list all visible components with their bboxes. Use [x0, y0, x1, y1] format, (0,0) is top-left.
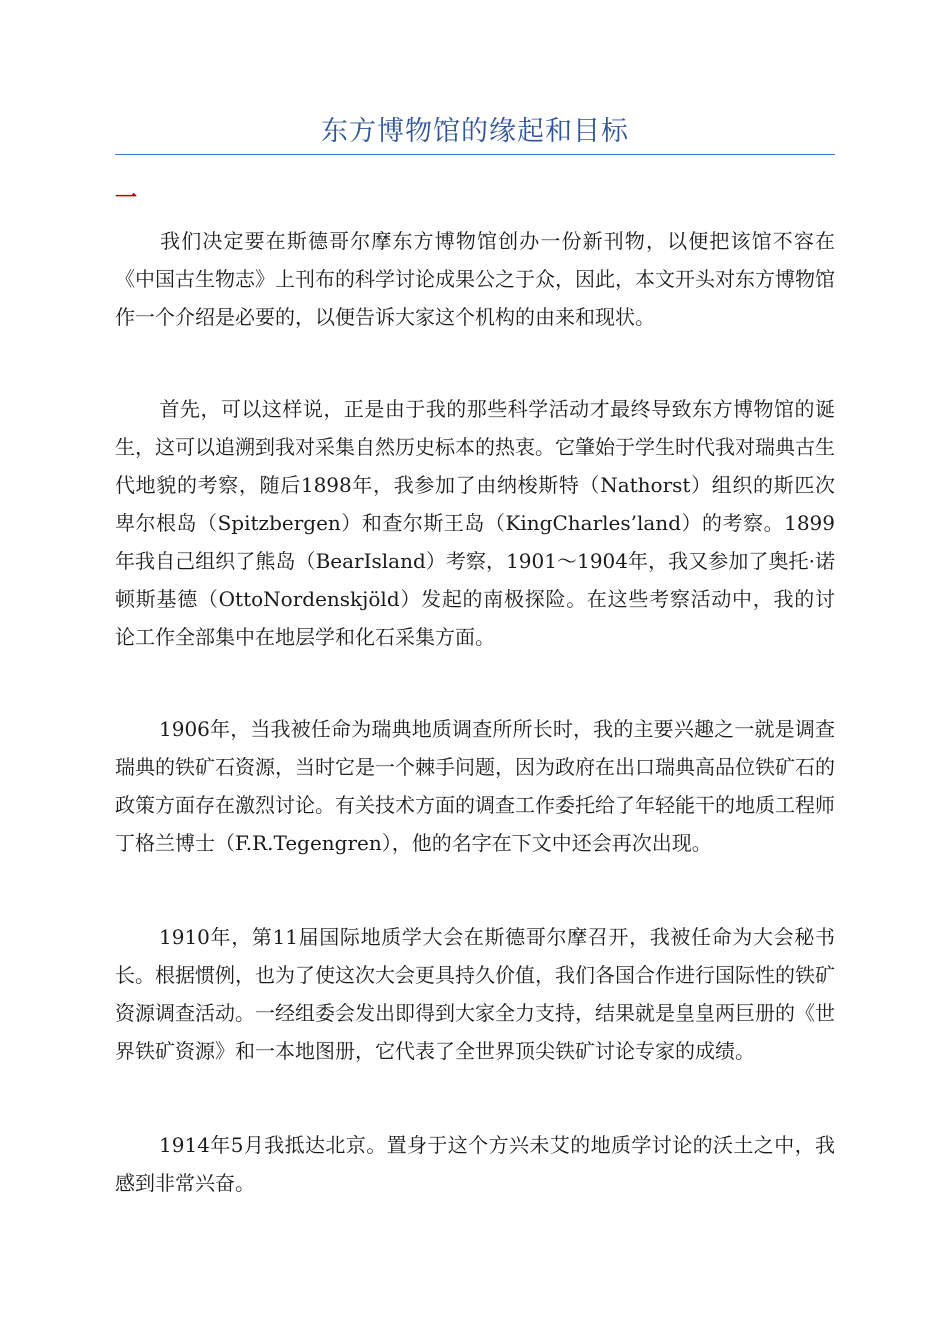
title-underline-rule — [115, 154, 835, 155]
section-number-marker: 一 — [115, 186, 138, 211]
paragraph-text: 1906年，当我被任命为瑞典地质调查所所长时，我的主要兴趣之一就是调查瑞典的铁矿石资源，当时它是一个棘手问题，因为政府在出口瑞典高品位铁矿石的政策方面存在激烈讨论。有关技术方面的调查工作委托给了年轻能干的地质工程师丁格兰博士（F.R.Tegengren），他的名字在下文中还会再次出现。 — [115, 717, 835, 855]
paragraph-arrival-beijing — [115, 1126, 835, 1202]
paragraph-geological-congress — [115, 918, 835, 1070]
document-title: 东方博物馆的缘起和目标 — [321, 116, 629, 147]
paragraph-early-expeditions — [115, 390, 835, 656]
paragraph-text: 1914年5月我抵达北京。置身于这个方兴未艾的地质学讨论的沃土之中，我感到非常兴奋。 — [115, 1133, 835, 1195]
paragraph-text: 我们决定要在斯德哥尔摩东方博物馆创办一份新刊物，以便把该馆不容在《中国古生物志》上刊布的科学讨论成果公之于众，因此，本文开头对东方博物馆作一个介绍是必要的，以便告诉大家这个机构的由来和现状。 — [115, 229, 835, 329]
paragraph-iron-ore-survey — [115, 710, 835, 862]
paragraph-intro — [115, 222, 835, 336]
paragraph-text: 1910年，第11届国际地质学大会在斯德哥尔摩召开，我被任命为大会秘书长。根据惯例，也为了使这次大会更具持久价值，我们各国合作进行国际性的铁矿资源调查活动。一经组委会发出即得到大家全力支持，结果就是皇皇两巨册的《世界铁矿资源》和一本地图册，它代表了全世界顶尖铁矿讨论专家的成绩。 — [115, 925, 835, 1063]
paragraph-text: 首先，可以这样说，正是由于我的那些科学活动才最终导致东方博物馆的诞生，这可以追溯到我对采集自然历史标本的热衷。它肇始于学生时代我对瑞典古生代地貌的考察，随后1898年，我参加了由纳梭斯特（Nathorst）组织的斯匹次卑尔根岛（Spitzbergen）和查尔斯王岛（KingCharles’land）的考察。1899年我自己组织了熊岛（BearIsland）考察，1901～1904年，我又参加了奥托·诺顿斯基德（OttoNordenskjöld）发起的南极探险。在这些考察活动中，我的讨论工作全部集中在地层学和化石采集方面。 — [115, 397, 835, 649]
